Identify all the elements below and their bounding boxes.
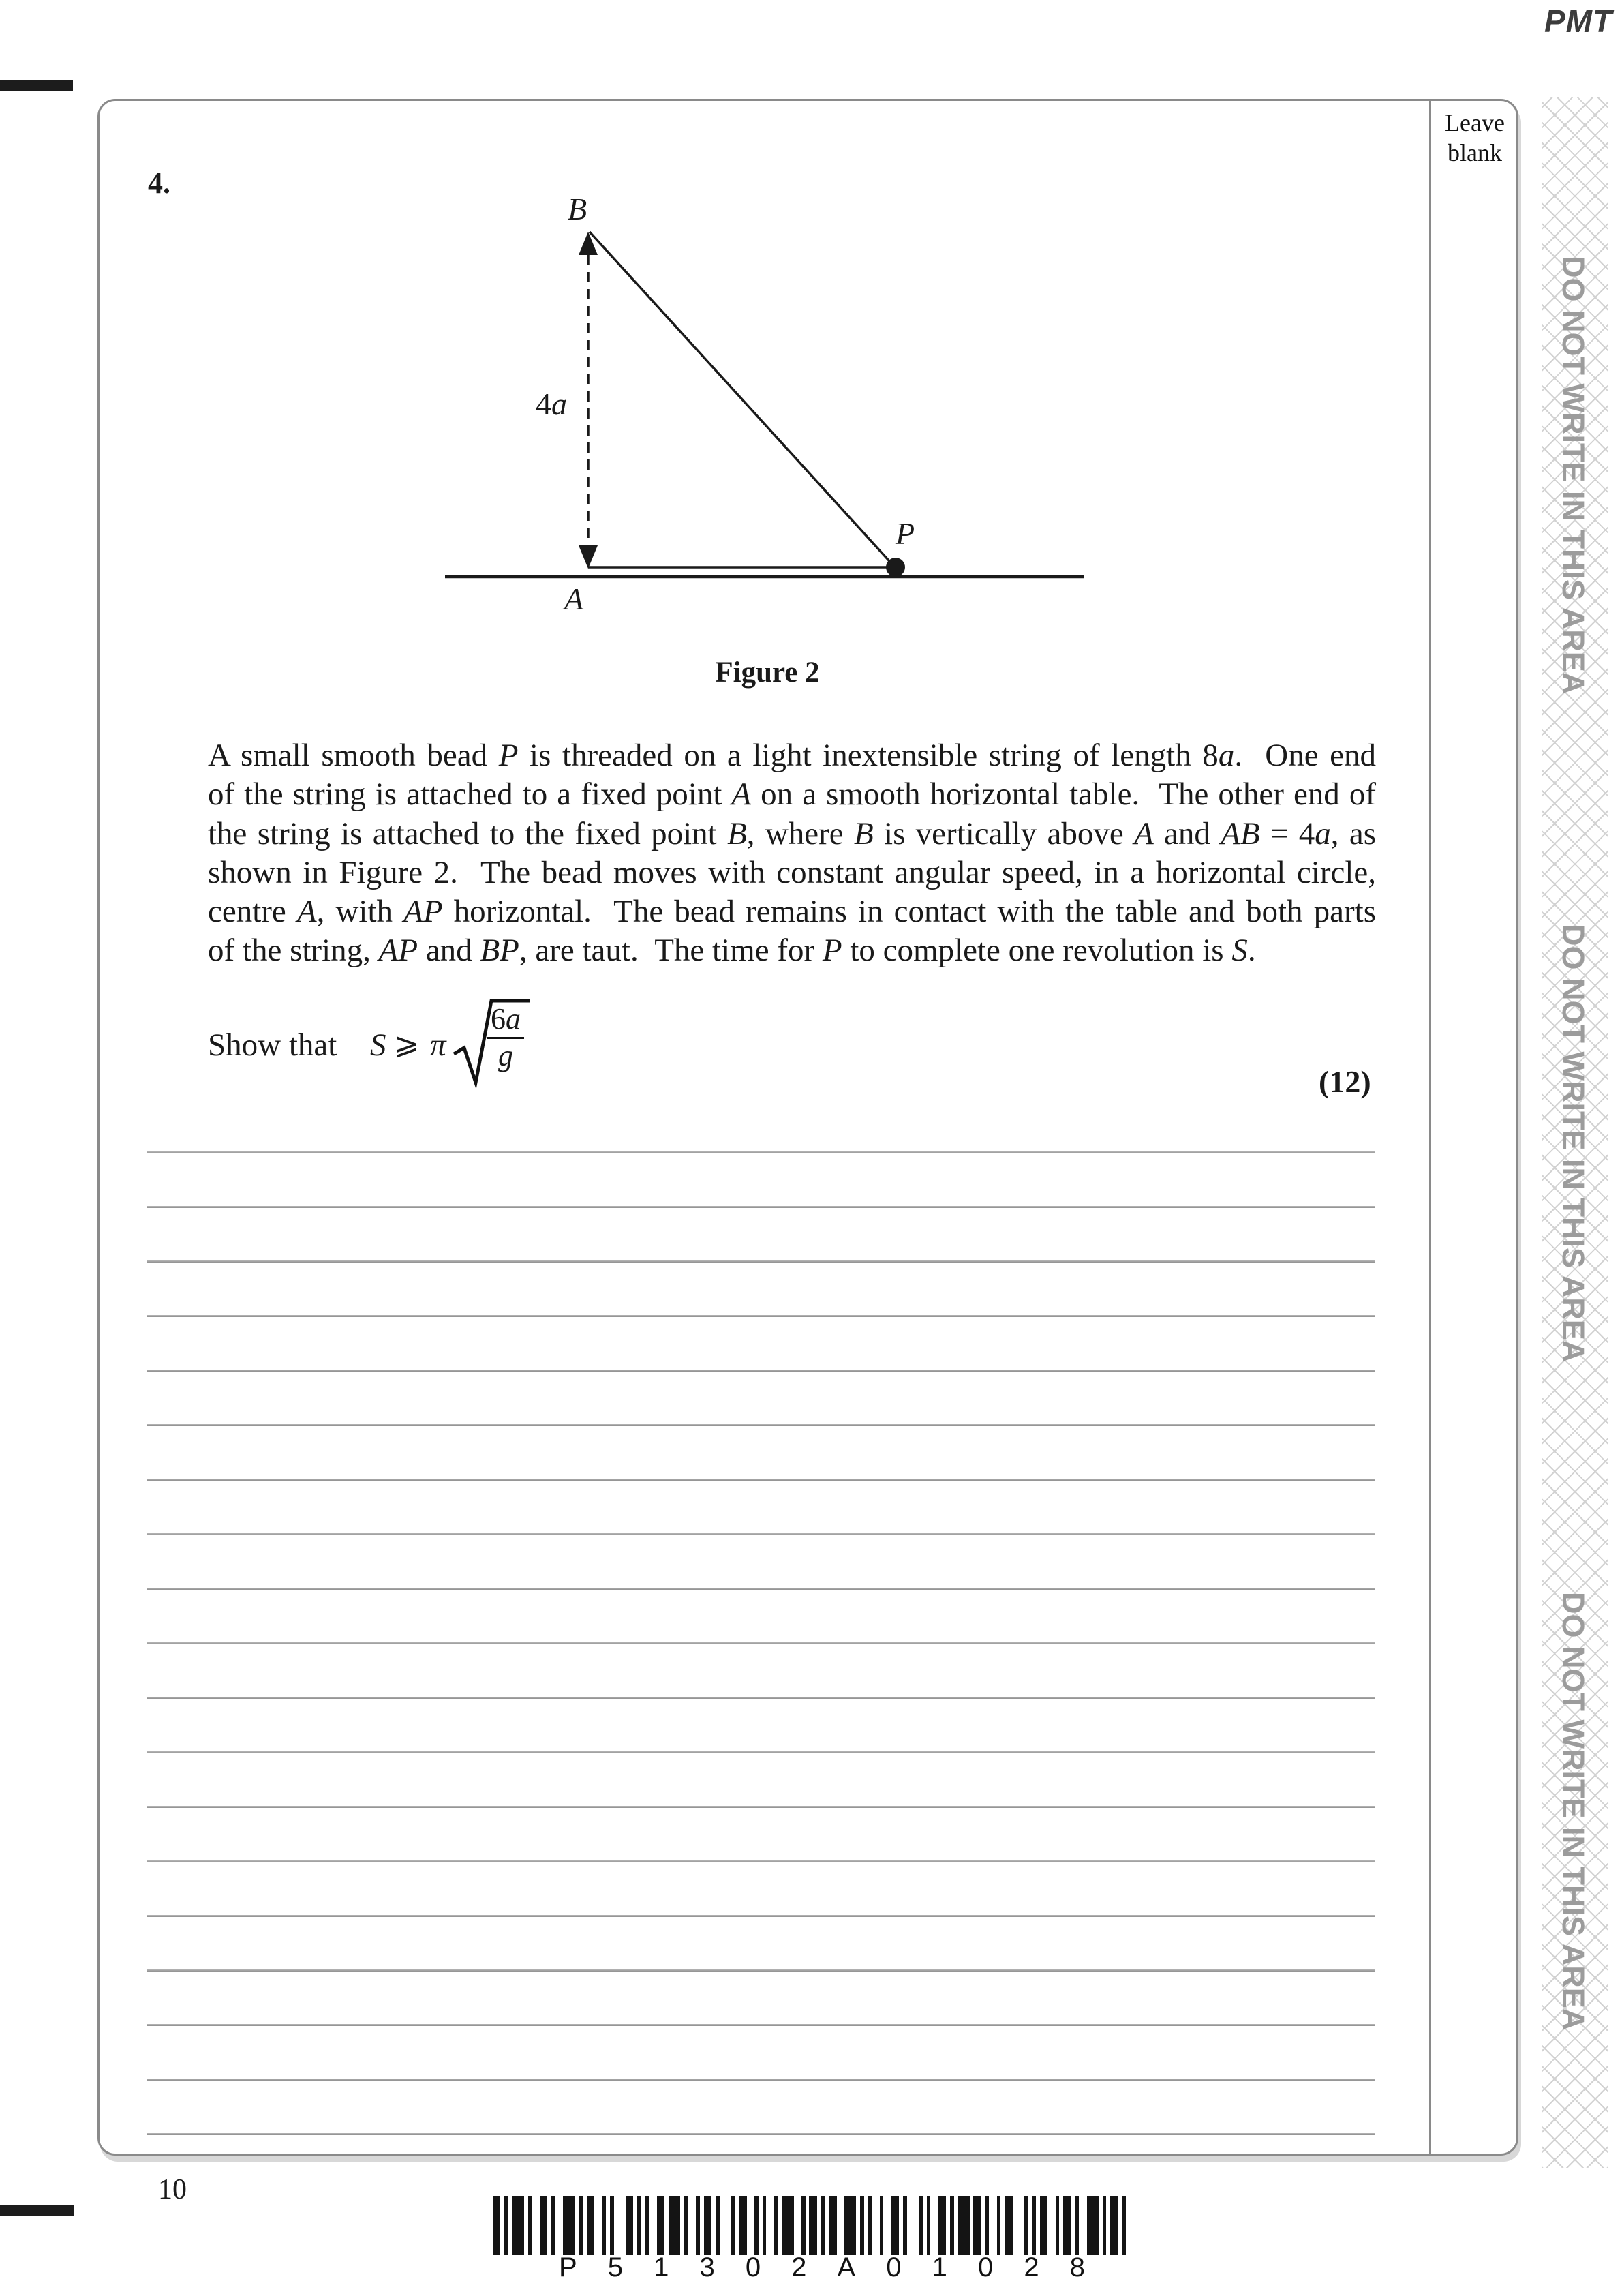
barcode-bar [973,2196,981,2255]
answer-rule-line [147,1424,1375,1426]
barcode-gap [688,2196,696,2255]
question-paragraph [208,736,1376,971]
square-root-expression [453,997,534,1092]
answer-lines-area [147,1151,1375,2136]
barcode-bar [938,2196,946,2255]
barcode-bar [1005,2196,1012,2255]
figure-2-diagram [409,198,1131,593]
paragraph-line: of the string, AP and BP, are taut. The time for P to complete one revolution is S. [208,933,1256,969]
pmt-logo: PMT [1544,3,1613,39]
fraction-6a-over-g [485,1003,526,1072]
bead-dot [886,558,905,577]
barcode-digit: 1 [654,2252,669,2282]
barcode-gap [1047,2196,1055,2255]
fraction-denominator: g [498,1039,513,1072]
barcode-bar [540,2196,547,2255]
do-not-write-label: DO NOT WRITE IN THIS AREA [1556,256,1591,695]
barcode-digit: 0 [745,2252,761,2282]
barcode-gap [720,2196,731,2255]
barcode-bar [626,2196,633,2255]
leave-blank-line1: Leave [1445,109,1505,136]
barcode-gap [594,2196,602,2255]
registration-mark-bottom [0,2205,74,2216]
answer-rule-line [147,1260,1375,1263]
paragraph-line: the string is attached to the fixed point B, where B is vertically above A and AB = 4a, as [208,815,1376,851]
string-bp-line [590,232,896,568]
registration-mark-top [0,80,73,91]
barcode-digit: 2 [791,2252,807,2282]
barcode-gap [837,2196,844,2255]
barcode-bar [829,2196,836,2255]
barcode-gap [649,2196,656,2255]
barcode-bar [493,2196,500,2255]
barcode-bar [512,2196,524,2255]
barcode-digit: 5 [607,2252,624,2282]
barcode [493,2196,1134,2255]
figure-dimension-label: 4a [536,387,567,421]
paragraph-line: A small smooth bead P is threaded on a light inextensible string of length 8a. One end [208,738,1377,773]
barcode-gap [989,2196,996,2255]
barcode-digit: 1 [932,2252,947,2282]
answer-rule-line [147,1806,1375,1808]
barcode-bar [1087,2196,1099,2255]
barcode-bar [669,2196,680,2255]
answer-rule-line [147,2079,1375,2081]
figure-point-p-label: P [896,516,915,551]
barcode-digit: P [559,2252,577,2282]
barcode-digit: 8 [1069,2252,1085,2282]
barcode-gap [555,2196,563,2255]
barcode-gap [872,2196,879,2255]
figure-point-a-label: A [564,581,584,616]
answer-rule-line [147,1860,1375,1862]
paragraph-line: shown in Figure 2. The bead moves with constant angular speed, in a horizontal circle, [208,854,1376,890]
barcode-gap [747,2196,754,2255]
answer-rule-line [147,1751,1375,1753]
barcode-gap [1126,2196,1133,2255]
barcode-bar [1110,2196,1118,2255]
barcode-gap [766,2196,774,2255]
show-that-text: Show that [208,1027,337,1063]
answer-rule-line [147,1642,1375,1644]
page-number: 10 [158,2174,187,2205]
formula-s-symbol: S [370,1027,386,1063]
figure-point-b-label: B [568,192,587,226]
barcode-digit: 0 [977,2252,994,2282]
arrowhead-down-icon [579,545,598,569]
barcode-bar [657,2196,664,2255]
answer-rule-line [147,1315,1375,1317]
barcode-digit: 3 [699,2252,715,2282]
answer-rule-line [147,1969,1375,1972]
barcode-bar [587,2196,594,2255]
answer-rule-line [147,1151,1375,1153]
barcode-bar [739,2196,746,2255]
answer-rule-line [147,1533,1375,1535]
answer-rule-line [147,1479,1375,1481]
leave-blank-label [1431,108,1518,168]
answer-rule-line [147,2133,1375,2135]
barcode-bar [1040,2196,1047,2255]
marks-badge: (12) [1319,1064,1371,1099]
barcode-bar [782,2196,793,2255]
do-not-write-label: DO NOT WRITE IN THIS AREA [1556,924,1591,1363]
answer-rule-line [147,1206,1375,1208]
answer-rule-line [147,1697,1375,1699]
barcode-text [559,2252,1085,2283]
greater-equal-symbol: ⩾ [394,1027,419,1061]
answer-rule-line [147,2024,1375,2026]
barcode-digit: A [837,2252,856,2282]
barcode-gap [930,2196,938,2255]
barcode-gap [907,2196,919,2255]
paragraph-line: centre A, with AP horizontal. The bead remains in contact with the table and both parts [208,894,1376,930]
fraction-numerator: 6a [491,1002,521,1036]
figure-caption: Figure 2 [715,656,820,689]
barcode-bar [563,2196,575,2255]
paragraph-line: of the string is attached to a fixed point A on a smooth horizontal table. The other end of [208,776,1376,813]
barcode-bar [704,2196,711,2255]
pi-symbol: π [430,1027,446,1063]
barcode-gap [1079,2196,1086,2255]
answer-rule-line [147,1588,1375,1590]
barcode-gap [794,2196,801,2255]
barcode-gap [883,2196,891,2255]
do-not-write-label: DO NOT WRITE IN THIS AREA [1556,1592,1591,2031]
barcode-bar [891,2196,899,2255]
answer-rule-line [147,1915,1375,1917]
barcode-gap [532,2196,539,2255]
barcode-bar [1063,2196,1071,2255]
barcode-digit: 2 [1024,2252,1039,2282]
leave-blank-column-divider [1429,101,1431,2154]
barcode-bar [809,2196,816,2255]
answer-rule-line [147,1370,1375,1372]
barcode-bar [844,2196,856,2255]
barcode-digit: 0 [886,2252,902,2282]
arrowhead-up-icon [579,232,598,255]
barcode-bar [958,2196,969,2255]
question-number: 4. [148,166,170,200]
leave-blank-line2: blank [1448,139,1502,166]
barcode-gap [614,2196,626,2255]
barcode-gap [1013,2196,1024,2255]
